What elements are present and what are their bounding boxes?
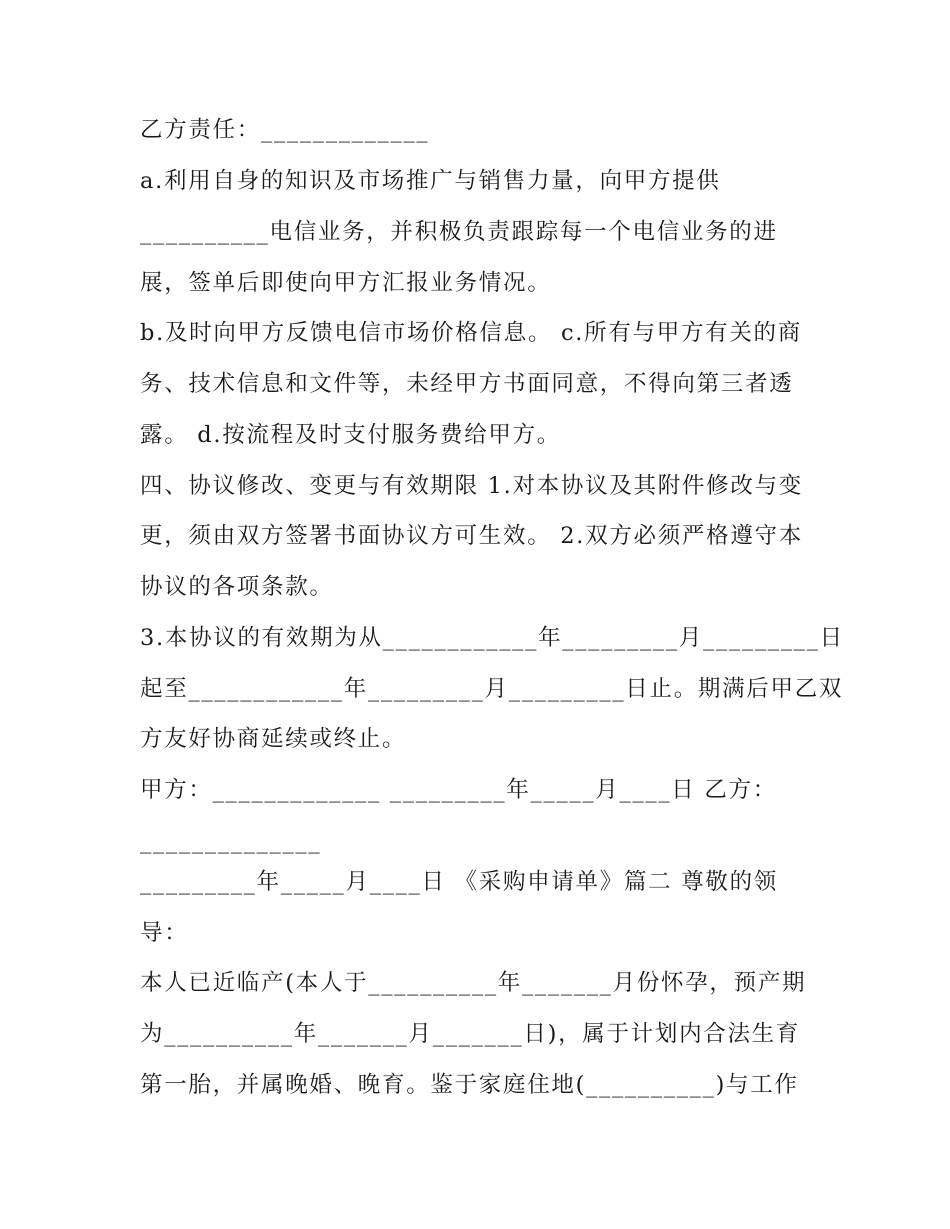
text-line: 四、协议修改、变更与有效期限 1.对本协议及其附件修改与变 [140, 473, 803, 499]
text-line: 协议的各项条款。 [140, 574, 334, 600]
text-line: __________电信业务，并积极负责跟踪每一个电信业务的进 [140, 219, 778, 245]
text-line: 导： [140, 920, 189, 946]
text-line: a.利用自身的知识及市场推广与销售力量，向甲方提供 [140, 168, 721, 194]
text-line: 务、技术信息和文件等，未经甲方书面同意，不得向第三者透 [140, 371, 794, 397]
text-line: 露。 d.按流程及时支付服务费给甲方。 [140, 422, 562, 448]
text-line: 甲方：_____________ _________年_____月____日 乙方： [140, 777, 777, 803]
text-line: 更，须由双方签署书面协议方可生效。 2.双方必须严格遵守本 [140, 523, 803, 549]
text-line: b.及时向甲方反馈电信市场价格信息。 c.所有与甲方有关的商 [140, 320, 802, 346]
text-line: 展，签单后即使向甲方汇报业务情况。 [140, 270, 552, 296]
text-line: 本人已近临产(本人于__________年_______月份怀孕，预产期 [140, 970, 807, 996]
text-line: 方友好协商延续或终止。 [140, 726, 407, 752]
text-line: 3.本协议的有效期为从____________年_________月_________日 [140, 625, 844, 651]
text-line: _________年_____月____日 《采购申请单》篇二 尊敬的领 [140, 869, 779, 895]
text-line: 为__________年_______月_______日)，属于计划内合法生育 [140, 1021, 801, 1047]
text-line: ______________ [140, 828, 322, 854]
text-line: 起至____________年_________月_________日止。期满后甲乙双 [140, 676, 844, 702]
text-line: 第一胎，并属晚婚、晚育。鉴于家庭住地(__________)与工作 [140, 1072, 799, 1098]
text-line: 乙方责任：_____________ [140, 117, 430, 143]
